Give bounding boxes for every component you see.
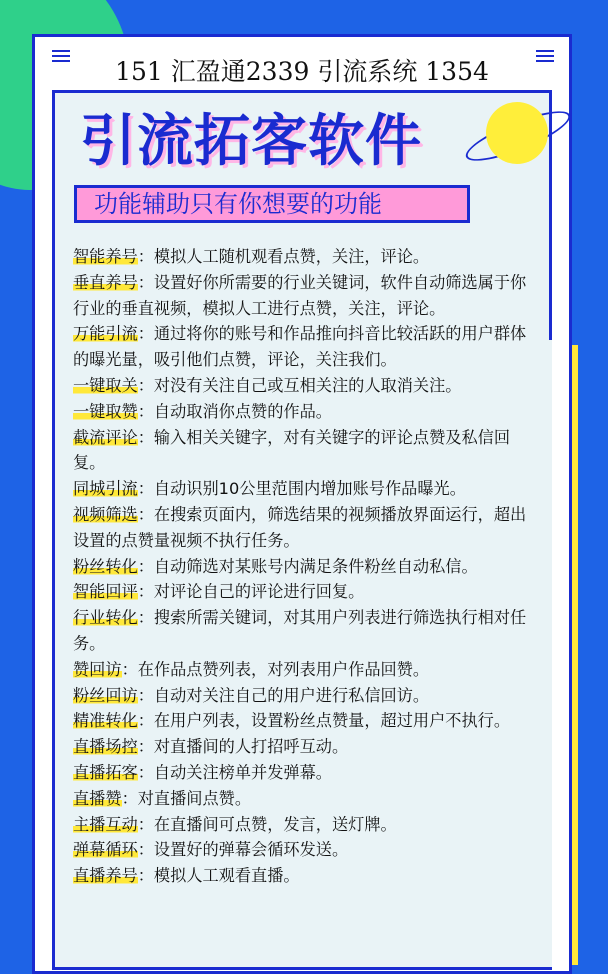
feature-item <box>73 605 533 657</box>
feature-item <box>73 554 533 580</box>
feature-item <box>73 244 533 270</box>
feature-name: 视频筛选 <box>73 504 138 524</box>
feature-name: 主播互动 <box>73 814 138 834</box>
feature-desc: ：自动关注榜单并发弹幕。 <box>137 762 332 782</box>
feature-name: 一键取关 <box>73 375 138 395</box>
feature-item <box>73 399 533 425</box>
feature-name: 粉丝转化 <box>73 556 138 576</box>
feature-desc: ：对评论自己的评论进行回复。 <box>137 582 365 602</box>
feature-name: 一键取赞 <box>73 401 138 421</box>
feature-desc: ：自动筛选对某账号内满足条件粉丝自动私信。 <box>137 556 478 576</box>
feature-desc: ：设置好你所需要的行业关键词，软件自动筛选属于你行业的垂直视频，模拟人工进行点赞，关注，评论。 <box>73 272 527 318</box>
feature-name: 直播场控 <box>73 737 138 757</box>
feature-name: 精准转化 <box>73 711 138 731</box>
feature-name: 截流评论 <box>73 427 138 447</box>
feature-name: 直播赞 <box>73 788 122 808</box>
feature-name: 粉丝回访 <box>73 685 138 705</box>
feature-desc: ：对没有关注自己或互相关注的人取消关注。 <box>137 375 462 395</box>
feature-desc: ：模拟人工随机观看点赞，关注，评论。 <box>137 247 430 266</box>
feature-desc: ：搜索所需关键词，对其用户列表进行筛选执行相对任务。 <box>73 608 527 653</box>
feature-item <box>73 786 533 812</box>
feature-item <box>73 683 533 709</box>
feature-desc: ：在直播间可点赞，发言，送灯牌。 <box>137 814 397 834</box>
feature-desc: ：对直播间点赞。 <box>121 788 252 808</box>
page-title: 引流拓客软件 <box>80 109 422 174</box>
planet-decoration <box>486 102 548 164</box>
feature-name: 直播拓客 <box>73 762 138 782</box>
feature-item <box>73 734 533 760</box>
feature-desc: ：模拟人工观看直播。 <box>137 866 300 886</box>
feature-item <box>73 425 533 477</box>
feature-desc: ：设置好的弹幕会循环发送。 <box>137 840 349 860</box>
feature-desc: ：在用户列表，设置粉丝点赞量，超过用户不执行。 <box>137 711 511 731</box>
feature-desc: ：通过将你的账号和作品推向抖音比较活跃的用户群体的曝光量，吸引他们点赞，评论，关注我们。 <box>73 324 527 370</box>
contact-header: 151 汇盈通2339 引流系统 1354 <box>115 57 489 86</box>
feature-name: 垂直养号 <box>73 272 138 292</box>
feature-desc: ：在作品点赞列表，对列表用户作品回赞。 <box>121 659 430 679</box>
feature-item <box>73 657 533 683</box>
feature-desc: ：自动识别10公里范围内增加账号作品曝光。 <box>137 479 466 499</box>
feature-desc: ：对直播间的人打招呼互动。 <box>137 737 349 757</box>
feature-item <box>73 476 533 502</box>
feature-desc: ：输入相关关键字，对有关键字的评论点赞及私信回复。 <box>73 427 511 473</box>
feature-item <box>73 837 533 863</box>
feature-item <box>73 579 533 605</box>
feature-name: 行业转化 <box>73 608 138 628</box>
feature-item <box>73 321 533 373</box>
feature-item <box>73 373 533 399</box>
feature-name: 赞回访 <box>73 659 122 679</box>
feature-item <box>73 270 533 322</box>
feature-name: 智能养号 <box>73 247 138 266</box>
feature-desc: ：自动取消你点赞的作品。 <box>137 401 332 421</box>
feature-item <box>73 502 533 554</box>
feature-item <box>73 760 533 786</box>
feature-name: 直播养号 <box>73 866 138 886</box>
feature-desc: ：自动对关注自己的用户进行私信回访。 <box>137 685 430 705</box>
feature-name: 智能回评 <box>73 582 138 602</box>
feature-item <box>73 863 533 889</box>
feature-list <box>73 244 533 889</box>
subtitle: 功能辅助只有你想要的功能 <box>94 190 382 218</box>
feature-item <box>73 708 533 734</box>
feature-item <box>73 812 533 838</box>
feature-name: 万能引流 <box>73 324 138 344</box>
feature-desc: ：在搜索页面内，筛选结果的视频播放界面运行，超出设置的点赞量视频不执行任务。 <box>73 504 527 550</box>
feature-name: 同城引流 <box>73 479 138 499</box>
feature-name: 弹幕循环 <box>73 840 138 860</box>
